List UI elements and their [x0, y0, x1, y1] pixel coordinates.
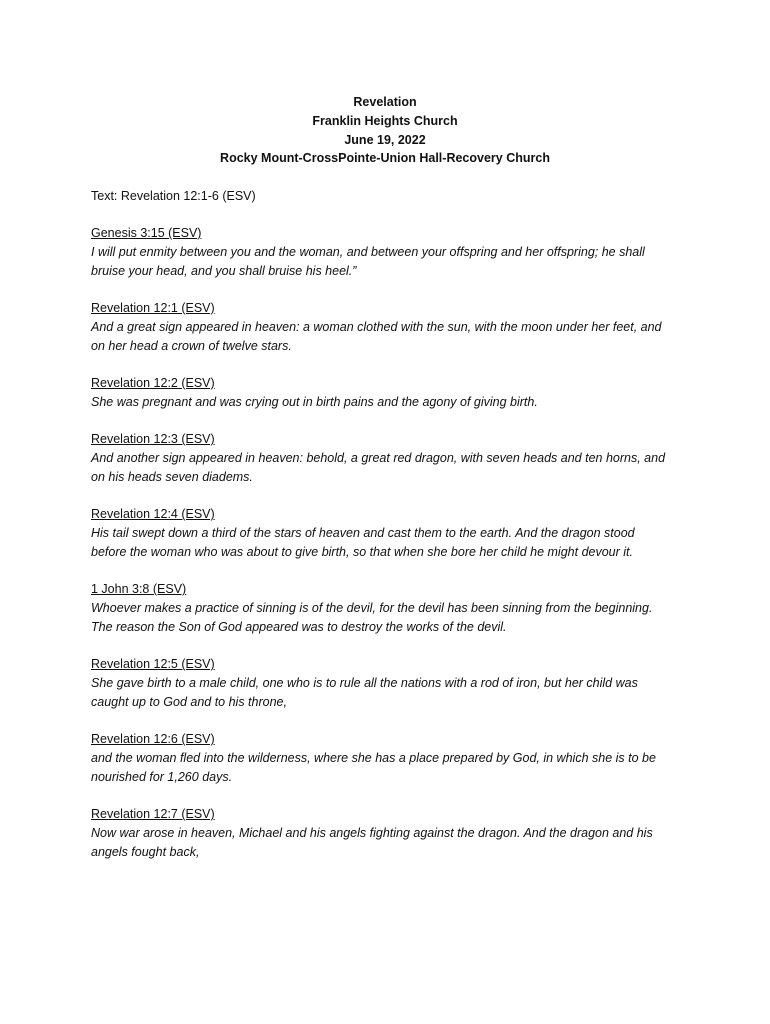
passage-block [91, 805, 681, 861]
verse-text-line: Whoever makes a practice of sinning is of the devil, for the devil has been sinning from the beginning. [91, 600, 653, 615]
text-reference: Text: Revelation 12:1-6 (ESV) [91, 189, 256, 203]
passage-block [91, 224, 681, 280]
verse-text-line: angels fought back, [91, 844, 200, 859]
verse-text-line: I will put enmity between you and the woman, and between your offspring and her offspring; he shall [91, 244, 645, 259]
scripture-reference: Revelation 12:6 (ESV) [91, 732, 215, 747]
passage-block [91, 505, 681, 561]
verse-text-line: on his heads seven diadems. [91, 469, 253, 484]
verse-text-line: And a great sign appeared in heaven: a woman clothed with the sun, with the moon under her feet, and [91, 319, 662, 334]
passage-block [91, 430, 681, 486]
scripture-reference: Genesis 3:15 (ESV) [91, 226, 202, 240]
scripture-reference: 1 John 3:8 (ESV) [91, 582, 187, 597]
verse-text-line: caught up to God and to his throne, [91, 694, 287, 709]
verse-text-line: And another sign appeared in heaven: behold, a great red dragon, with seven heads and ten horns, and [91, 450, 666, 465]
passage-block [91, 655, 681, 711]
verse-text-line: nourished for 1,260 days. [91, 769, 233, 784]
scripture-reference: Revelation 12:1 (ESV) [91, 300, 215, 315]
verse-text-line: The reason the Son of God appeared was to destroy the works of the devil. [91, 619, 507, 634]
verse-text-line: His tail swept down a third of the stars of heaven and cast them to the earth. And the dragon stood [91, 525, 635, 540]
passage-block [91, 730, 681, 786]
verse-text-line: and the woman fled into the wilderness, where she has a place prepared by God, in which she is to be [91, 750, 656, 765]
sermon-date: June 19, 2022 [344, 132, 426, 147]
document-header [0, 93, 770, 168]
scripture-reference: Revelation 12:7 (ESV) [91, 807, 215, 822]
church-name: Franklin Heights Church [312, 113, 458, 128]
passage-block [91, 374, 681, 412]
scripture-reference: Revelation 12:2 (ESV) [91, 375, 215, 390]
passage-block [91, 580, 681, 636]
verse-text-line: She gave birth to a male child, one who is to rule all the nations with a rod of iron, but her child was [91, 675, 638, 690]
passage-list [91, 224, 681, 880]
verse-text-line: before the woman who was about to give birth, so that when she bore her child he might devour it. [91, 544, 633, 559]
verse-text-line: Now war arose in heaven, Michael and his angels fighting against the dragon. And the dragon and his [91, 825, 653, 840]
sermon-title: Revelation [353, 95, 417, 109]
passage-block [91, 299, 681, 355]
scripture-reference: Revelation 12:4 (ESV) [91, 507, 215, 522]
verse-text-line: on her head a crown of twelve stars. [91, 338, 292, 353]
scripture-reference: Revelation 12:3 (ESV) [91, 432, 215, 447]
church-locations: Rocky Mount-CrossPointe-Union Hall-Recovery Church [220, 151, 550, 166]
verse-text-line: She was pregnant and was crying out in birth pains and the agony of giving birth. [91, 394, 538, 409]
verse-text-line: bruise your head, and you shall bruise his heel.” [91, 263, 357, 278]
scripture-reference: Revelation 12:5 (ESV) [91, 657, 215, 672]
